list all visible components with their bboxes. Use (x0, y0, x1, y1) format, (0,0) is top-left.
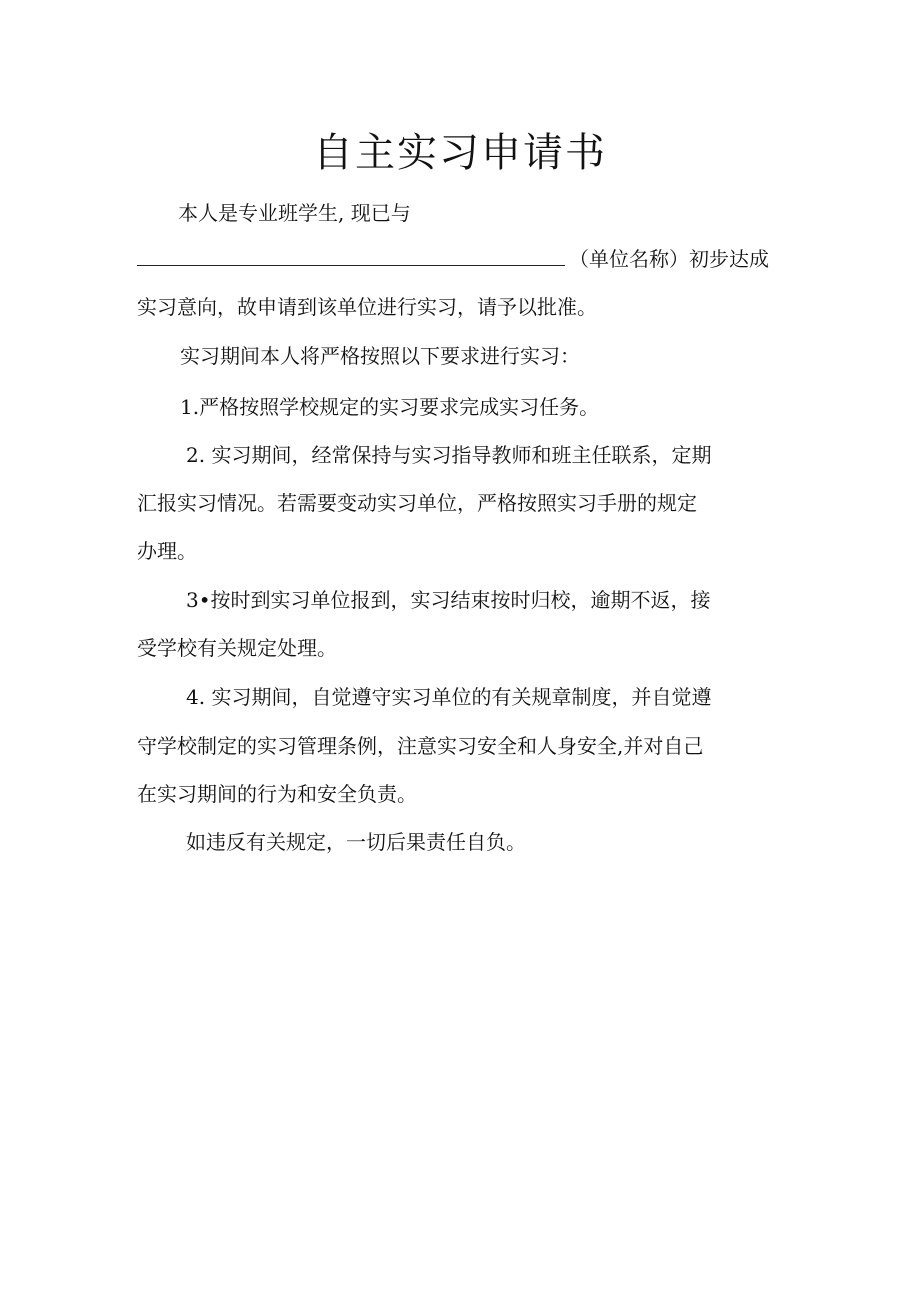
requirement-item-2-line-3: 办理。 (137, 539, 197, 563)
requirement-item-3-line-2: 受学校有关规定处理。 (137, 636, 337, 660)
unit-name-label: （单位名称）初步达成 (569, 247, 769, 271)
closing-statement: 如违反有关规定，一切后果责任自负。 (186, 830, 526, 854)
requirement-item-2-line-2: 汇报实习情况。若需要变动实习单位，严格按照实习手册的规定 (137, 491, 697, 515)
requirements-intro: 实习期间本人将严格按照以下要求进行实习： (180, 344, 580, 368)
requirement-item-4-line-1: 4. 实习期间，自觉遵守实习单位的有关规章制度，并自觉遵 (186, 685, 712, 709)
requirement-item-4-line-2: 守学校制定的实习管理条例，注意实习安全和人身安全,并对自己 (137, 734, 704, 758)
requirement-item-3-line-1: 3•按时到实习单位报到，实习结束按时归校，逾期不返，接 (186, 588, 711, 612)
document-title: 自主实习申请书 (313, 130, 607, 176)
intro-line-2 (137, 246, 797, 272)
intro-line-1: 本人是专业班学生, 现已与 (178, 201, 411, 225)
requirement-item-2-line-1: 2. 实习期间，经常保持与实习指导教师和班主任联系，定期 (186, 443, 712, 467)
requirement-item-1: 1.严格按照学校规定的实习要求完成实习任务。 (180, 395, 600, 419)
unit-name-blank[interactable] (137, 264, 565, 266)
requirement-item-4-line-3: 在实习期间的行为和安全负责。 (137, 782, 417, 806)
intro-line-3: 实习意向，故申请到该单位进行实习，请予以批准。 (137, 295, 597, 319)
